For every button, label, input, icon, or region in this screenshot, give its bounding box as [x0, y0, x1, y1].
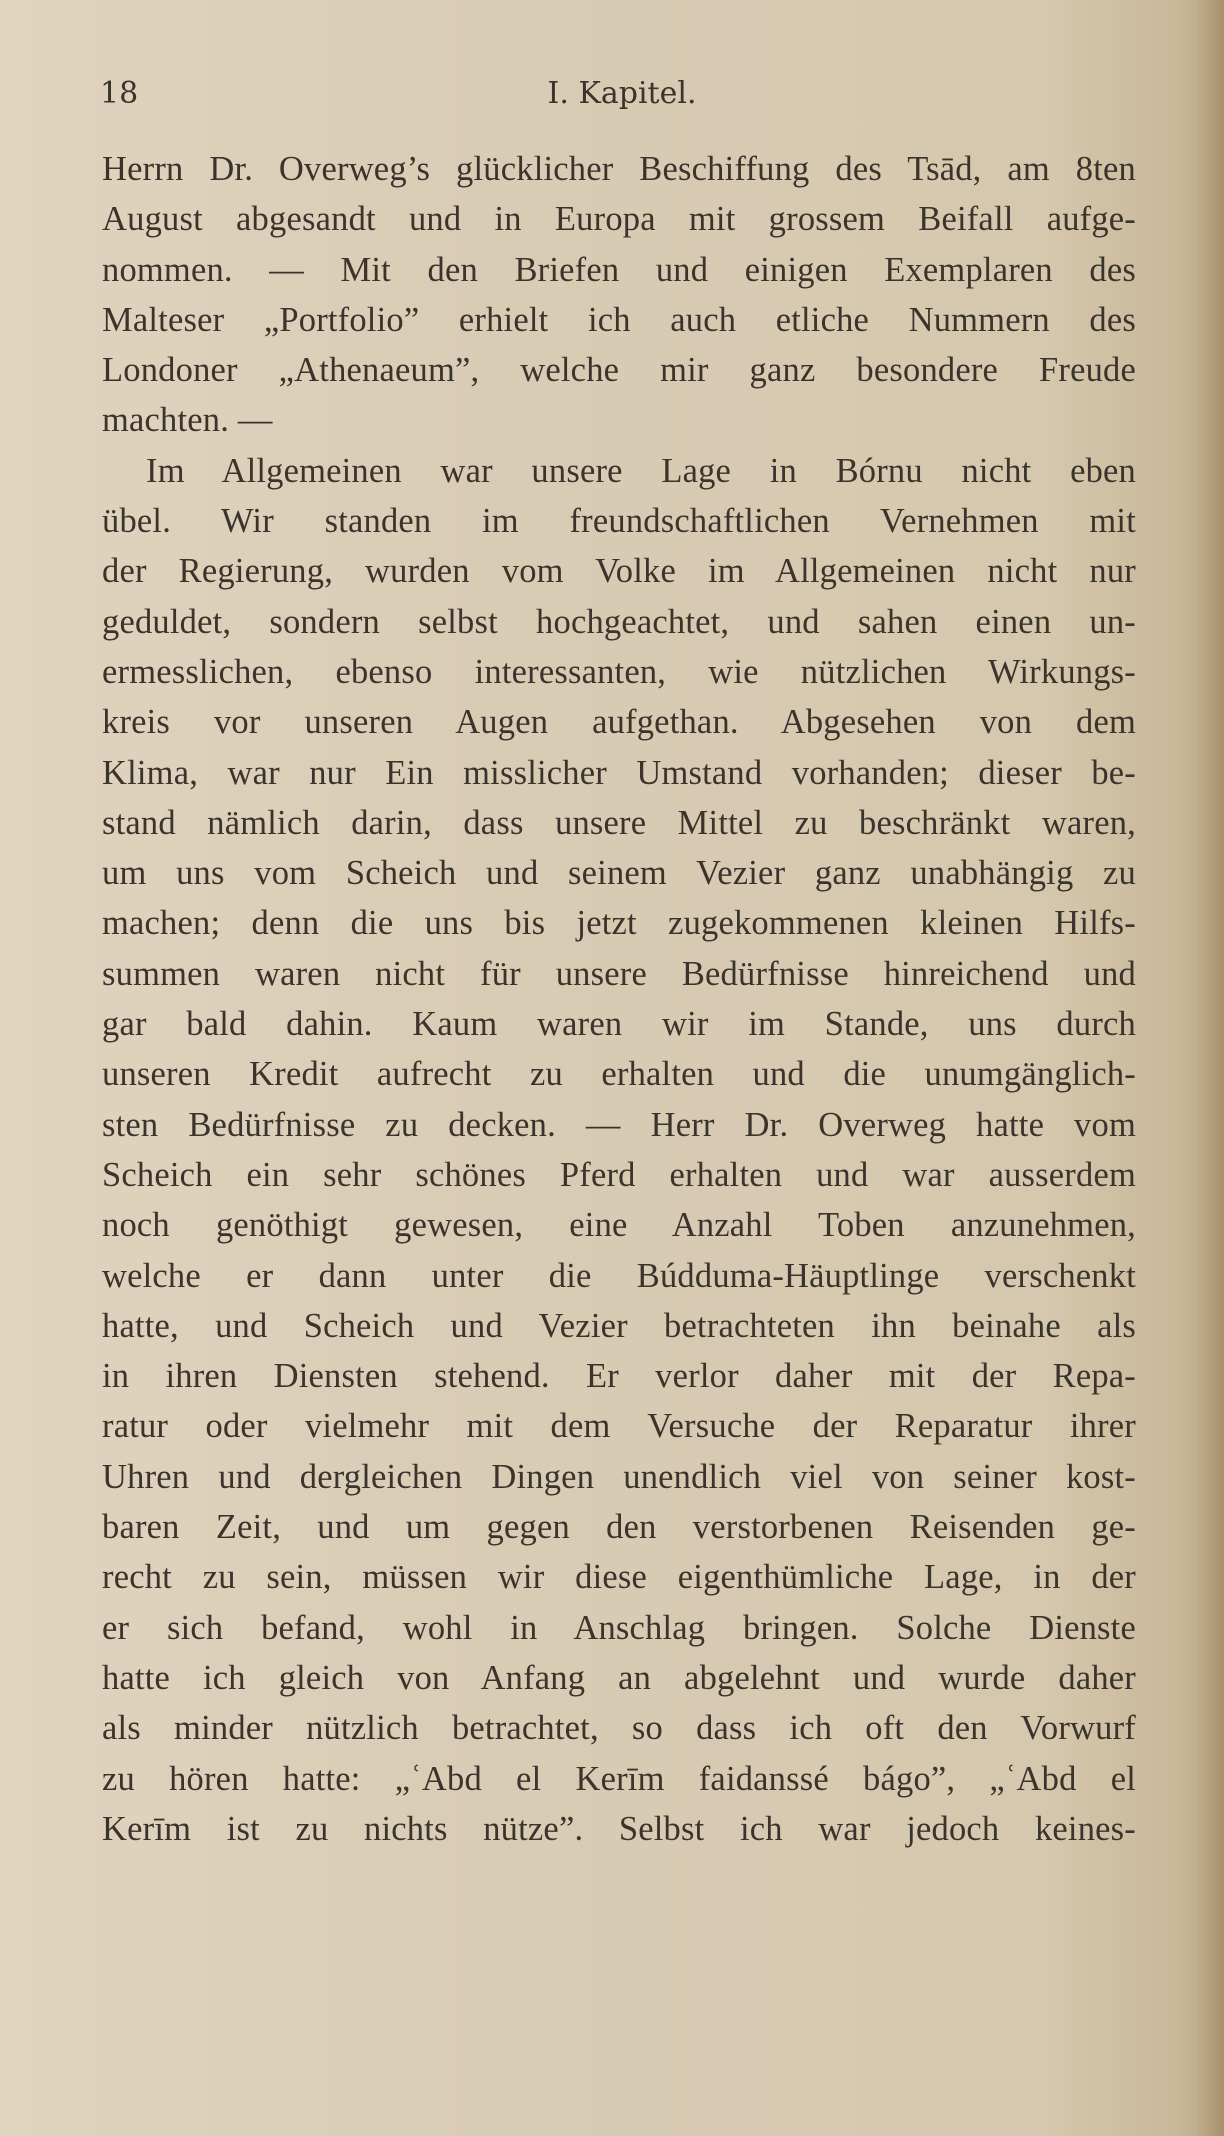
- text-line: Herrn Dr. Overweg’s glücklicher Beschiffung des Tsād, am 8ten: [102, 150, 1136, 188]
- text-line: recht zu sein, müssen wir diese eigenthümliche Lage, in der: [102, 1558, 1136, 1597]
- text-line: übel. Wir standen im freundschaftlichen Vernehmen mit: [102, 502, 1136, 541]
- text-line: hatte ich gleich von Anfang an abgelehnt und wurde daher: [102, 1658, 1136, 1697]
- text-line: noch genöthigt gewesen, eine Anzahl Toben anzunehmen,: [102, 1206, 1136, 1245]
- text-line: Londoner „Athenaeum”, welche mir ganz besondere Freude: [102, 351, 1136, 390]
- text-line: welche er dann unter die Búdduma-Häuptlinge verschenkt: [102, 1256, 1136, 1295]
- text-line: Klima, war nur Ein misslicher Umstand vorhanden; dieser be-: [102, 753, 1136, 792]
- running-head: I. Kapitel.: [547, 76, 697, 111]
- text-line: stand nämlich darin, dass unsere Mittel zu beschränkt waren,: [102, 803, 1136, 842]
- text-line: Scheich ein sehr schönes Pferd erhalten und war ausserdem: [102, 1155, 1136, 1194]
- text-line: geduldet, sondern selbst hochgeachtet, und sahen einen un-: [102, 602, 1136, 641]
- text-line: baren Zeit, und um gegen den verstorbenen Reisenden ge-: [102, 1508, 1136, 1547]
- text-line: August abgesandt und in Europa mit grossem Beifall aufge-: [102, 200, 1136, 239]
- text-line: der Regierung, wurden vom Volke im Allgemeinen nicht nur: [102, 552, 1136, 591]
- body-text: [102, 144, 1136, 1854]
- text-line: nommen. — Mit den Briefen und einigen Exemplaren des: [102, 250, 1136, 289]
- text-line: in ihren Diensten stehend. Er verlor daher mit der Repa-: [102, 1357, 1136, 1396]
- text-line: er sich befand, wohl in Anschlag bringen. Solche Dienste: [102, 1608, 1136, 1647]
- text-line: Im Allgemeinen war unsere Lage in Bórnu nicht eben: [146, 451, 1136, 490]
- text-line: machen; denn die uns bis jetzt zugekommenen kleinen Hilfs-: [102, 904, 1136, 943]
- text-line: unseren Kredit aufrecht zu erhalten und die unumgänglich-: [102, 1055, 1136, 1094]
- text-line: kreis vor unseren Augen aufgethan. Abgesehen von dem: [102, 703, 1136, 742]
- text-line: um uns vom Scheich und seinem Vezier ganz unabhängig zu: [102, 854, 1136, 893]
- text-line: gar bald dahin. Kaum waren wir im Stande, uns durch: [102, 1005, 1136, 1044]
- text-line: ratur oder vielmehr mit dem Versuche der Reparatur ihrer: [102, 1407, 1136, 1446]
- text-line: sten Bedürfnisse zu decken. — Herr Dr. Overweg hatte vom: [102, 1105, 1136, 1144]
- page-header: [100, 72, 1144, 116]
- text-line: machten. —: [102, 401, 273, 440]
- text-line: summen waren nicht für unsere Bedürfnisse hinreichend und: [102, 954, 1136, 993]
- text-line: Malteser „Portfolio” erhielt ich auch etliche Nummern des: [102, 300, 1136, 339]
- text-line: ermesslichen, ebenso interessanten, wie nützlichen Wirkungs-: [102, 652, 1136, 691]
- text-line: Uhren und dergleichen Dingen unendlich viel von seiner kost-: [102, 1457, 1136, 1496]
- page-edge-shadow: [1196, 0, 1224, 2136]
- text-line: als minder nützlich betrachtet, so dass ich oft den Vorwurf: [102, 1709, 1136, 1748]
- text-line: zu hören hatte: „ʿAbd el Kerīm faidanssé bágo”, „ʿAbd el: [102, 1759, 1136, 1798]
- text-line: Kerīm ist zu nichts nütze”. Selbst ich war jedoch keines-: [102, 1809, 1136, 1848]
- text-line: hatte, und Scheich und Vezier betrachteten ihn beinahe als: [102, 1306, 1136, 1345]
- page-number: 18: [100, 76, 139, 111]
